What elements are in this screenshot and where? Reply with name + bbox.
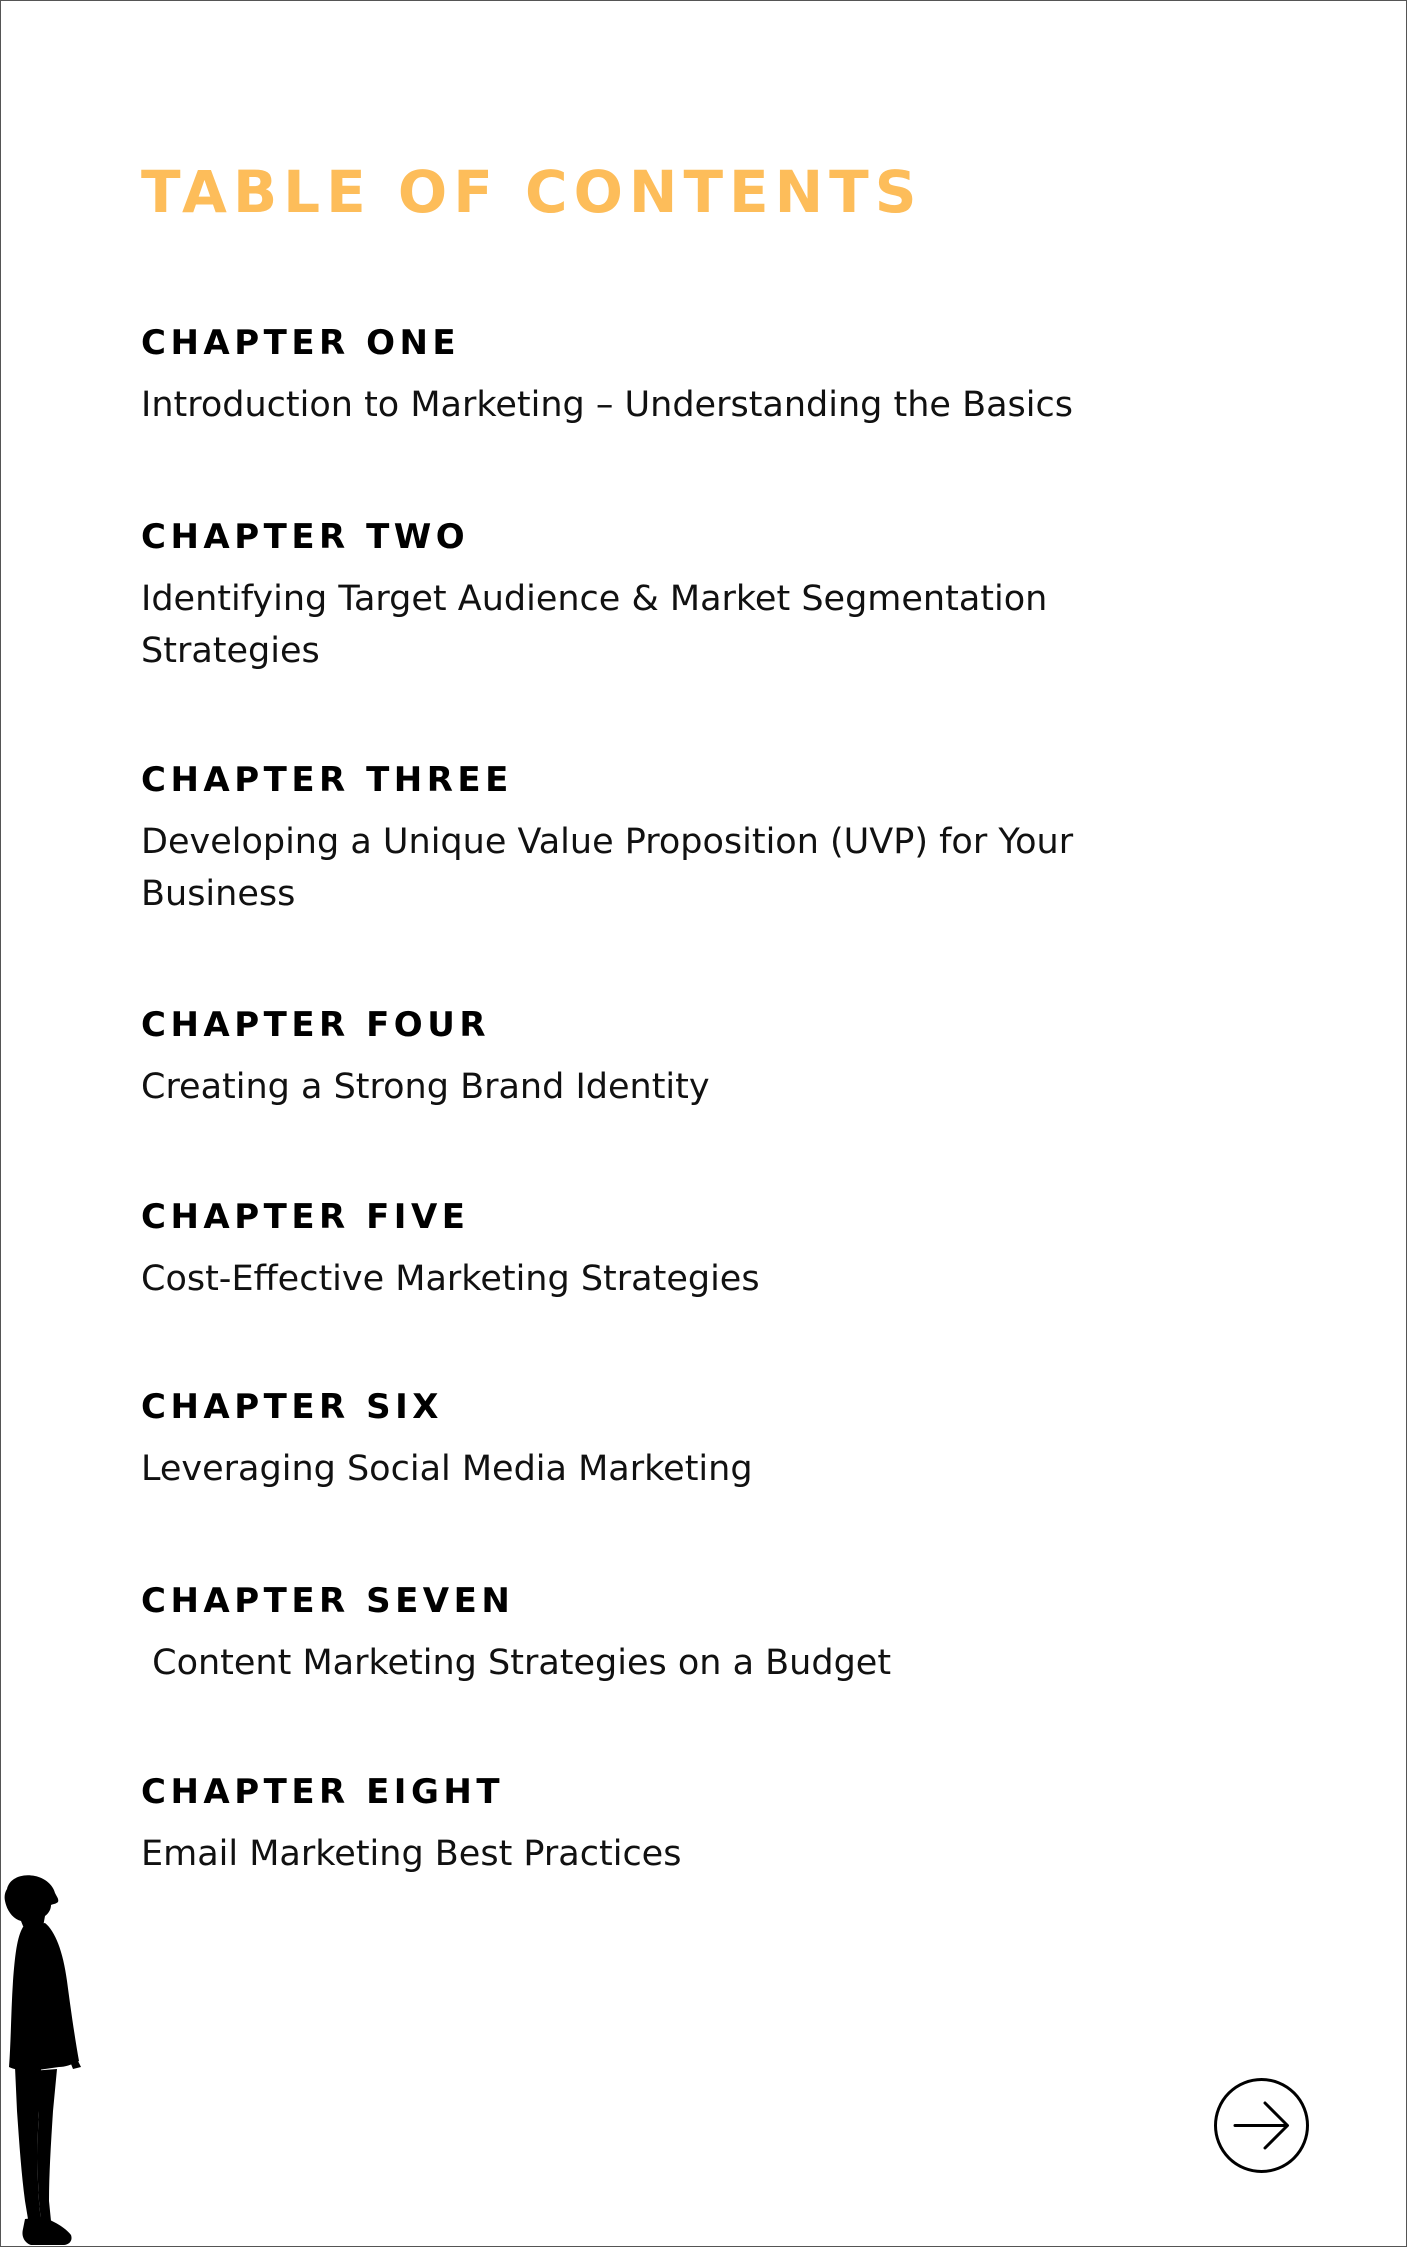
chapter-heading: CHAPTER TWO: [141, 517, 470, 557]
chapter-description: Creating a Strong Brand Identity: [141, 1067, 710, 1107]
chapter-heading: CHAPTER ONE: [141, 323, 461, 363]
chapter-description: Leveraging Social Media Marketing: [141, 1449, 753, 1489]
chapter-description: Email Marketing Best Practices: [141, 1834, 682, 1874]
chapter-five: [141, 1197, 1141, 1305]
chapter-description: Introduction to Marketing – Understanding the Basics: [141, 385, 1073, 425]
next-page-button[interactable]: [1213, 2077, 1310, 2174]
chapter-heading: CHAPTER SIX: [141, 1387, 443, 1427]
chapter-heading: CHAPTER THREE: [141, 760, 513, 800]
page-title: TABLE OF CONTENTS: [141, 158, 923, 226]
chapter-three: [141, 760, 1141, 920]
chapter-six: [141, 1387, 1141, 1495]
chapter-four: [141, 1005, 1141, 1113]
chapter-heading: CHAPTER FOUR: [141, 1005, 490, 1045]
chapter-eight: [141, 1772, 1141, 1880]
person-looking-up-silhouette-icon: [1, 1871, 87, 2247]
chapter-description: Identifying Target Audience & Market Segmentation Strategies: [141, 579, 1048, 671]
chapter-heading: CHAPTER SEVEN: [141, 1581, 515, 1621]
chapter-one: [141, 323, 1141, 431]
chapter-heading: CHAPTER EIGHT: [141, 1772, 505, 1812]
chapter-seven: [141, 1581, 1141, 1689]
chapter-two: [141, 517, 1141, 677]
arrow-right-circle-icon: [1216, 2080, 1308, 2172]
chapter-description: Cost-Effective Marketing Strategies: [141, 1259, 760, 1299]
chapter-description: Content Marketing Strategies on a Budget: [141, 1643, 892, 1683]
chapter-heading: CHAPTER FIVE: [141, 1197, 470, 1237]
chapter-description: Developing a Unique Value Proposition (UVP) for Your Business: [141, 822, 1074, 914]
